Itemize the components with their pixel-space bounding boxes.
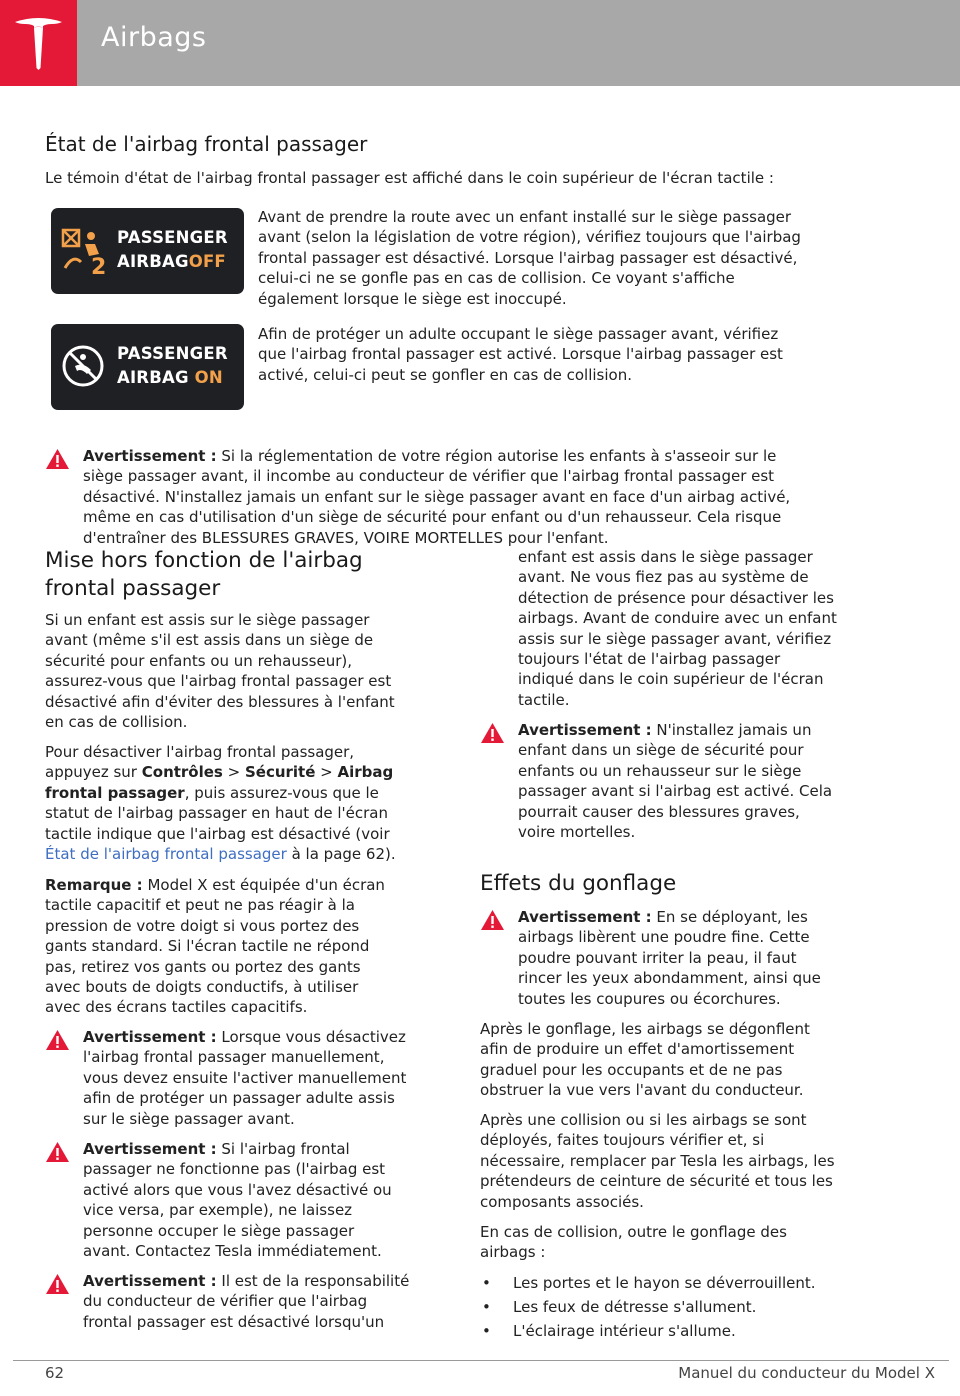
list-item: • Les portes et le hayon se déverrouillent.: [480, 1273, 816, 1293]
warning-icon: [45, 1029, 70, 1051]
airbag-on-description: Afin de protéger un adulte occupant le siège passager avant, vérifiez que l'airbag frontal passager est activé. Lorsque l'airbag passager est activé, celui-ci peut se gonfler en cas de collision.: [258, 325, 783, 384]
warning-icon: [480, 722, 505, 744]
warning-icon: [480, 909, 505, 931]
status-intro: Le témoin d'état de l'airbag frontal passager est affiché dans le coin supérieur de l'écran tactile :: [45, 169, 774, 187]
tesla-logo-icon: [13, 16, 64, 70]
section-heading-effects: Effets du gonflage: [480, 871, 677, 896]
warning-icon: [45, 1273, 70, 1295]
section-heading-disable: Mise hors fonction de l'airbag frontal passager: [45, 548, 363, 601]
badge-off-line2: AIRBAGOFF: [117, 252, 226, 271]
note-capacitive-screen: Remarque : Model X est équipée d'un écran tactile capacitif et peut ne pas réagir à la pression de votre doigt si vous portez des gants standard. Si l'écran tactile ne répond pas, retirez vos gants ou portez des gants avec bouts de doigts conductifs, à utiliser avec des écrans tactiles capacitifs.: [45, 876, 385, 1017]
badge-off-state: OFF: [188, 252, 226, 271]
footer-title: Manuel du conducteur du Model X: [678, 1364, 935, 1382]
effects-paragraph-3: En cas de collision, outre le gonflage des airbags :: [480, 1223, 787, 1262]
airbag-on-icon: [61, 344, 111, 392]
disable-paragraph-2: Pour désactiver l'airbag frontal passager, appuyez sur Contrôles > Sécurité > Airbag frontal passager, puis assurez-vous que le statut de l'airbag passager en haut de l'écran tactile indique que l'airbag est désactivé (voir État de l'airbag frontal passager à la page 62).: [45, 743, 396, 864]
warning-icon: [45, 448, 70, 470]
airbag-off-icon: [61, 228, 111, 276]
page-title: Airbags: [101, 22, 207, 53]
warning-driver-responsibility-continued: enfant est assis dans le siège passager avant. Ne vous fiez pas au système de détection de présence pour désactiver les airbags. Avant de conduire avec un enfant assis sur le siège passager avant, vérifiez toujours l'état de l'airbag passager indiqué dans le coin supérieur de l'écran tactile.: [518, 548, 837, 709]
collision-effects-list: [480, 1273, 816, 1345]
badge-on-line2: AIRBAG ON: [117, 368, 223, 387]
footer-divider: [13, 1360, 949, 1361]
airbag-off-badge: [51, 208, 244, 294]
tesla-logo: [0, 0, 77, 86]
list-item: • Les feux de détresse s'allument.: [480, 1297, 816, 1317]
list-item: • L'éclairage intérieur s'allume.: [480, 1321, 816, 1341]
page-header: [0, 0, 960, 86]
badge-off-line1: PASSENGER: [117, 228, 228, 247]
warning-icon: [45, 1141, 70, 1163]
effects-paragraph-1: Après le gonflage, les airbags se dégonflent afin de produire un effet d'amortissement graduel pour les occupants et de ne pas obstruer la vue vers l'avant du conducteur.: [480, 1020, 810, 1100]
svg-text:2: 2: [91, 255, 107, 276]
badge-on-state: ON: [194, 368, 223, 387]
disable-paragraph-1: Si un enfant est assis sur le siège passager avant (même s'il est assis dans un siège de sécurité pour enfants ou un rehausseur), assurez-vous que l'airbag frontal passager est désactivé afin d'éviter des blessures à l'enfant en cas de collision.: [45, 611, 395, 732]
badge-on-line1: PASSENGER: [117, 344, 228, 363]
airbag-on-badge: [51, 324, 244, 410]
section-heading-status: État de l'airbag frontal passager: [45, 132, 368, 156]
page-number: 62: [45, 1364, 65, 1382]
effects-paragraph-2: Après une collision ou si les airbags se sont déployés, faites toujours vérifier et, si nécessaire, remplacer par Tesla les airbags, les prétendeurs de ceinture de sécurité et tous les composants associés.: [480, 1111, 835, 1211]
airbag-off-description: Avant de prendre la route avec un enfant installé sur le siège passager avant (selon la législation de votre région), vérifiez toujours que l'airbag frontal passager est désactivé. Lorsque l'airbag passager est désactivé, celui-ci ne se gonfle pas en cas de collision. Ce voyant s'affiche également lorsque le siège est inoccupé.: [258, 208, 801, 308]
link-airbag-status[interactable]: État de l'airbag frontal passager: [45, 845, 287, 864]
